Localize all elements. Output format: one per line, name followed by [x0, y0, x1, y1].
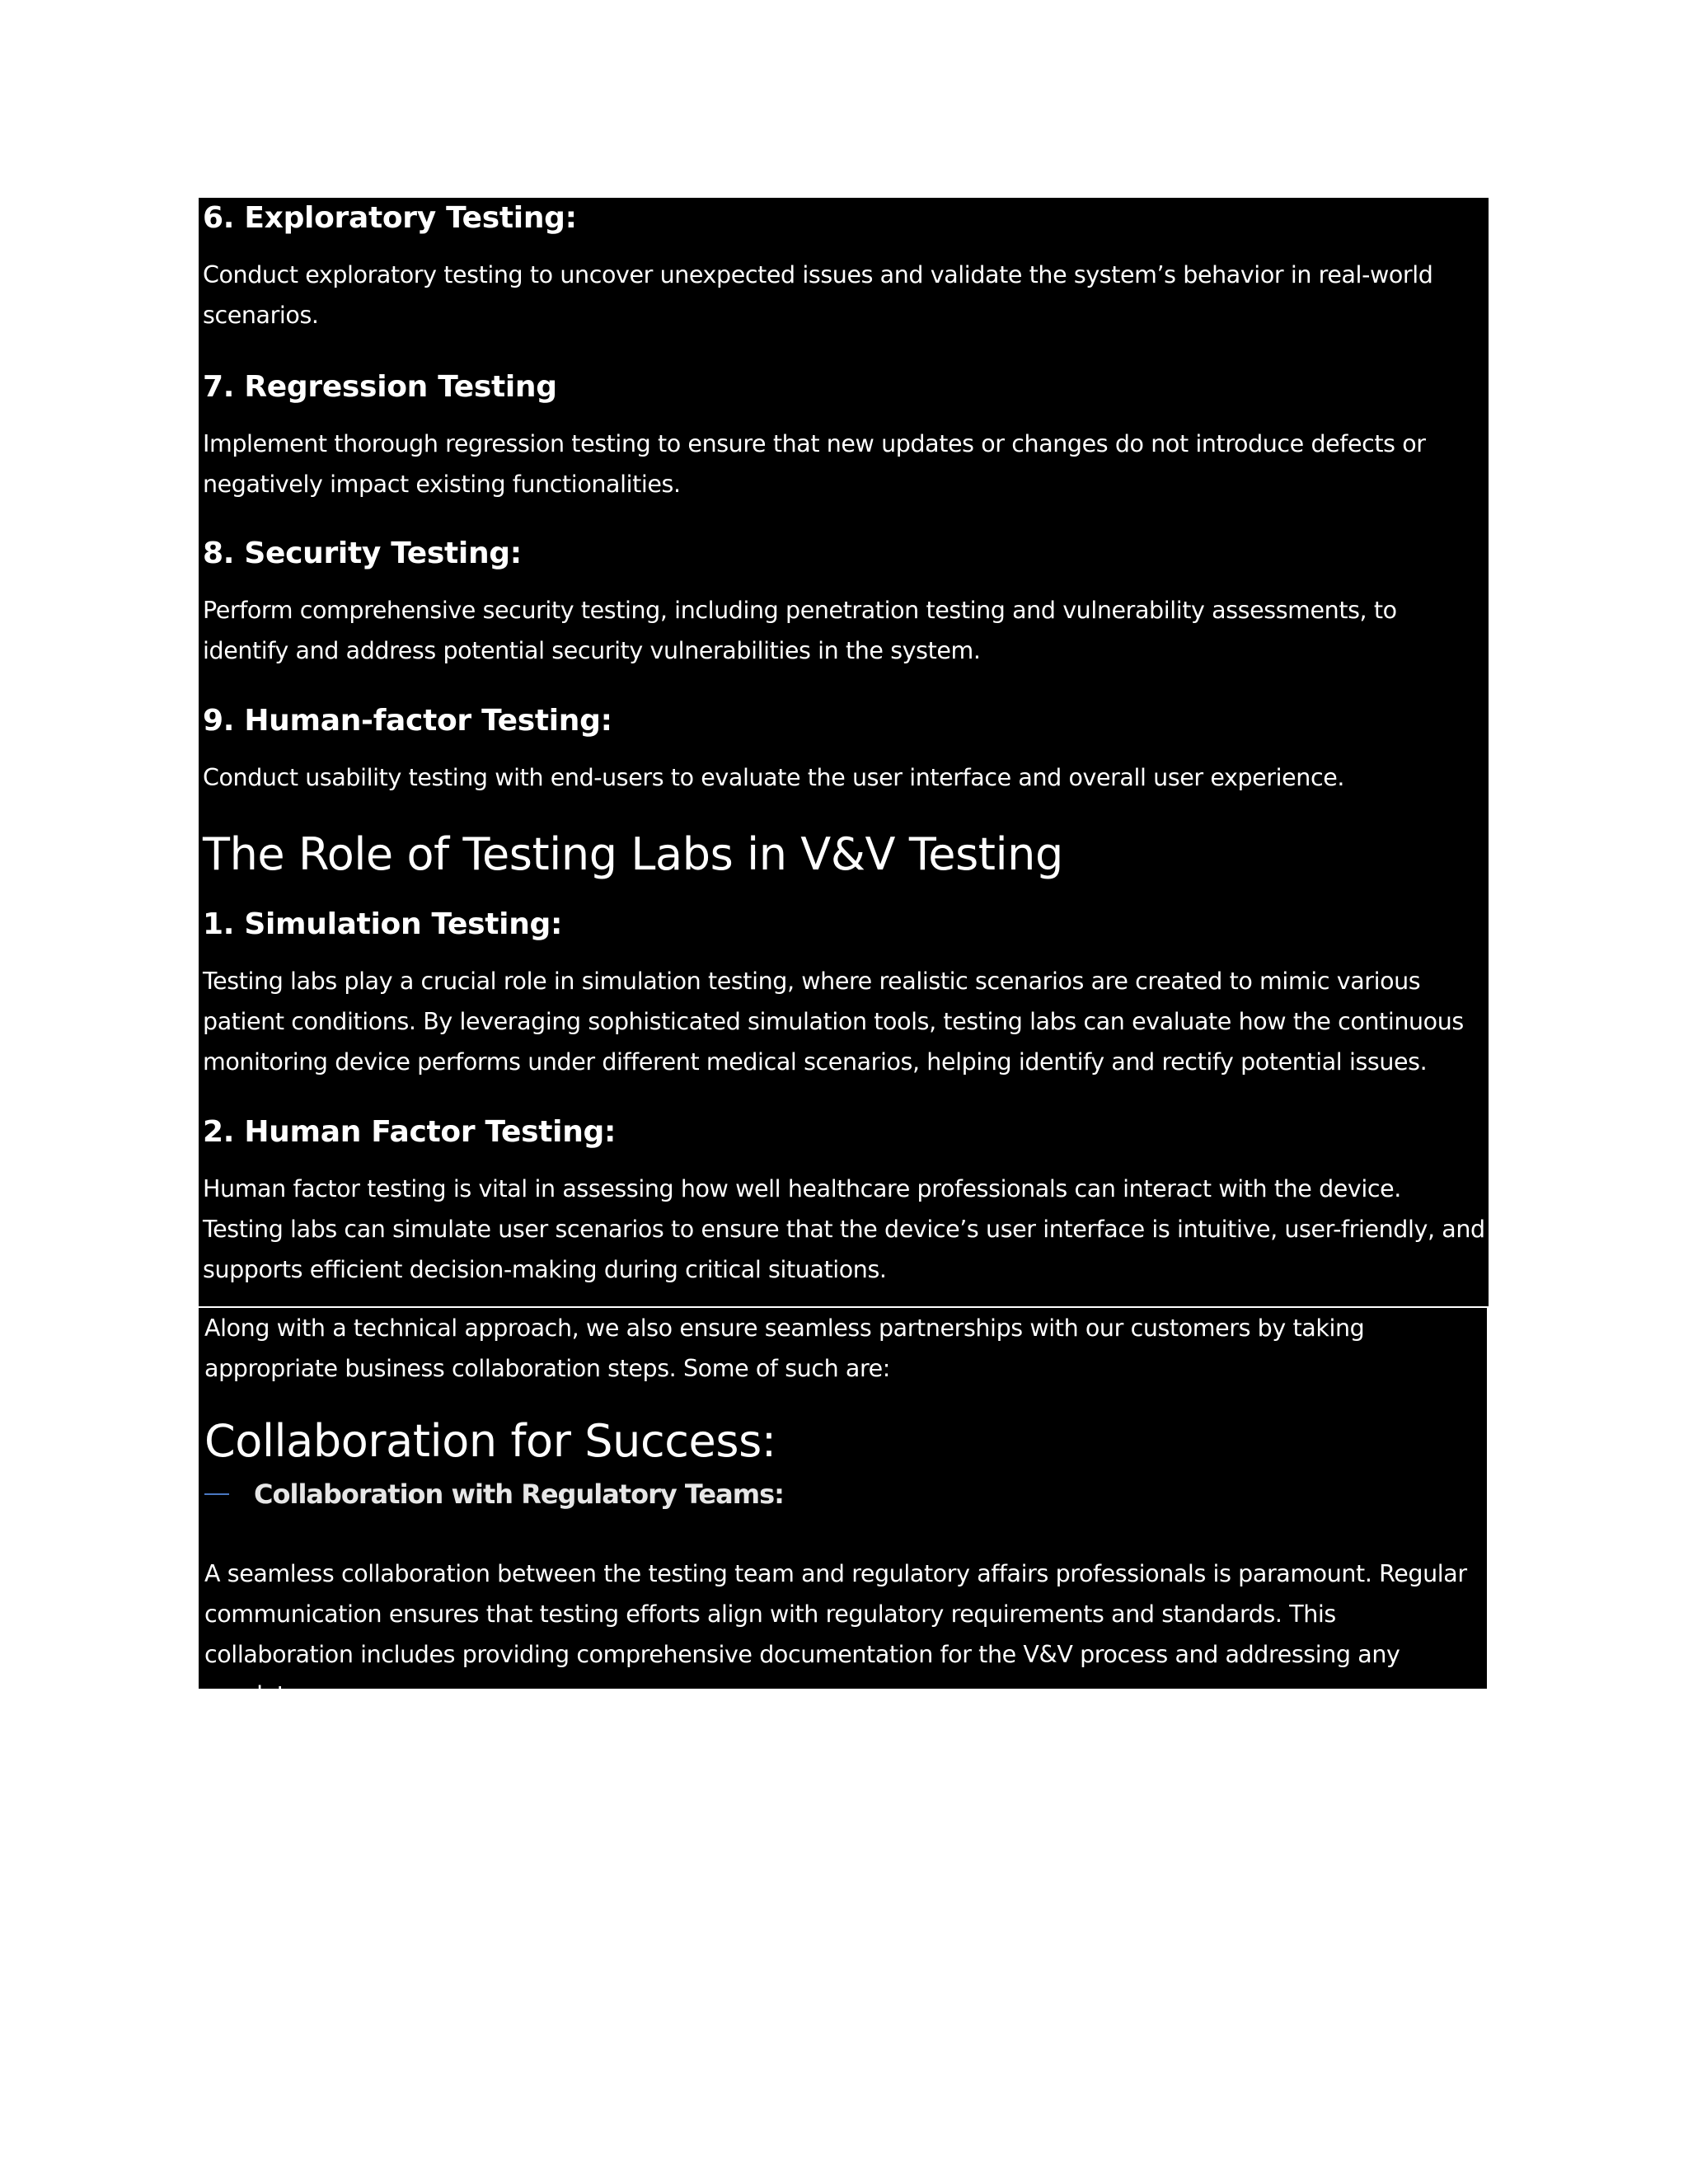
- section-text: Testing labs play a crucial role in simulation testing, where realistic scenarios are created to mimic various patient conditions. By leveraging sophisticated simulation tools, testing labs can evaluate how the continuous monitoring device performs under different medical scenarios, helping identify and rectify potential issues.: [203, 968, 1464, 1076]
- collaboration-text: A seamless collaboration between the testing team and regulatory affairs professionals is paramount. Regular communication ensures that testing efforts align with regulatory requirements and standards. This collaboration includes providing comprehensive documentation for the V&V process and addressing any regulatory concerns.: [204, 1560, 1467, 1708]
- section-text: Conduct usability testing with end-users to evaluate the user interface and overall user experience.: [203, 764, 1345, 791]
- section-heading: 2. Human Factor Testing:: [203, 1115, 617, 1149]
- testing-labs-title: The Role of Testing Labs in V&V Testing: [203, 828, 1063, 880]
- section-heading: 1. Simulation Testing:: [203, 907, 563, 941]
- section-human-factor-testing: [203, 702, 1485, 798]
- collaboration-text-wrap: [204, 1554, 1484, 1715]
- section-text: Implement thorough regression testing to ensure that new updates or changes do not introduce defects or negatively impact existing functionalities.: [203, 430, 1426, 498]
- collaboration-bullet: [204, 1479, 1484, 1510]
- section-simulation-testing: [203, 906, 1485, 1082]
- testing-labs-title-wrap: [203, 827, 1485, 882]
- collaboration-intro: Along with a technical approach, we also ensure seamless partnerships with our customers by taking appropriate business collaboration steps. Some of such are:: [204, 1315, 1365, 1382]
- section-heading: 6. Exploratory Testing:: [203, 201, 577, 235]
- section-regression-testing: [203, 368, 1485, 504]
- testing-content-block: [199, 198, 1489, 1306]
- collaboration-title: Collaboration for Success:: [204, 1415, 776, 1467]
- dash-bullet-icon: [204, 1493, 229, 1495]
- section-text: Perform comprehensive security testing, including penetration testing and vulnerability assessments, to identify and address potential security vulnerabilities in the system.: [203, 597, 1397, 664]
- collaboration-intro-wrap: [204, 1308, 1484, 1389]
- section-heading: 7. Regression Testing: [203, 370, 557, 404]
- section-security-testing: [203, 535, 1485, 671]
- section-exploratory-testing: [203, 199, 1485, 335]
- section-text: Human factor testing is vital in assessing how well healthcare professionals can interact with the device. Testing labs can simulate user scenarios to ensure that the device’s user interface is intuitive, user-friendly, and supports efficient decision-making during critical situations.: [203, 1175, 1485, 1283]
- section-lab-human-factor-testing: [203, 1113, 1485, 1290]
- bullet-label: Collaboration with Regulatory Teams:: [254, 1479, 784, 1510]
- collaboration-content-block: [199, 1308, 1487, 1708]
- section-heading: 9. Human-factor Testing:: [203, 704, 612, 738]
- collaboration-title-wrap: [204, 1414, 1484, 1469]
- section-heading: 8. Security Testing:: [203, 537, 522, 570]
- section-text: Conduct exploratory testing to uncover unexpected issues and validate the system’s behavior in real-world scenarios.: [203, 261, 1433, 329]
